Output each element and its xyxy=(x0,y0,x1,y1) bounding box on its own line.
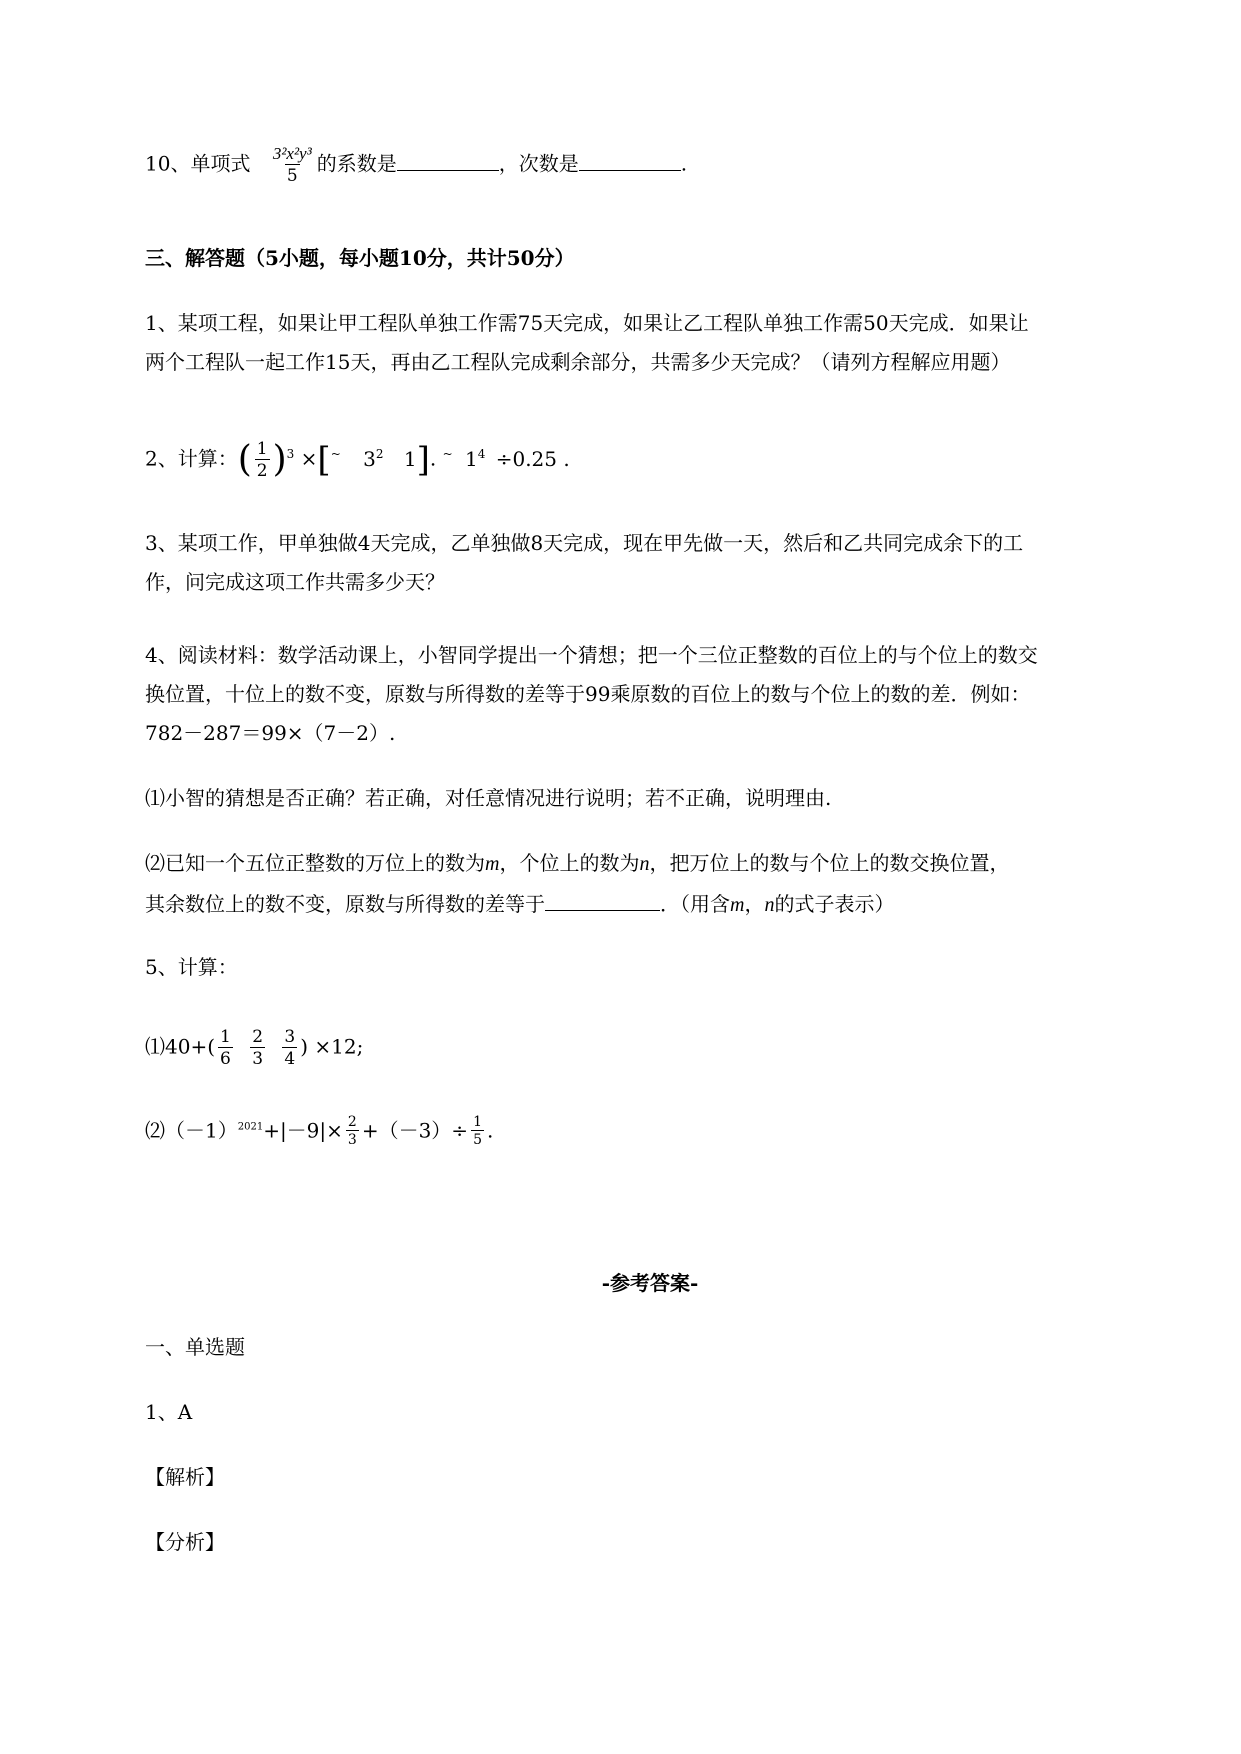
sub2-text-c: ，把万位上的数与个位上的数交换位置， xyxy=(649,851,1010,875)
g1-num: 2 xyxy=(347,1114,357,1130)
var-m-2: m xyxy=(730,894,745,916)
var-n-2: n xyxy=(764,894,775,916)
sub2-line2-b: ．（用含 xyxy=(660,892,730,916)
g2-num: 1 xyxy=(473,1114,482,1130)
answer-1: 1、A xyxy=(145,1400,193,1424)
sub2-text-b: ，个位上的数为 xyxy=(499,851,640,875)
one-2: 1 xyxy=(464,446,478,471)
exp-4: 4 xyxy=(477,447,486,462)
problem-1-line-1: 1、某项工程，如果让甲工程队单独工作需75天完成，如果让乙工程队单独工作需50天完成．如果让 xyxy=(145,311,1029,335)
p2-prefix: 2、计算： xyxy=(145,446,238,471)
q10-end: . xyxy=(680,151,688,176)
sub2-line2-a: 其余数位上的数不变，原数与所得数的差等于 xyxy=(145,892,545,916)
f1-num: 1 xyxy=(220,1027,231,1047)
open-bracket: [ xyxy=(317,440,331,481)
sub2-line2-d: 的式子表示） xyxy=(774,892,895,916)
problem-5-title: 5、计算： xyxy=(145,955,238,979)
p2-tail: ÷0.25 . xyxy=(495,446,570,471)
analysis-fenxi: 【分析】 xyxy=(145,1530,225,1554)
problem-5-sub-2 xyxy=(145,1115,493,1149)
problem-3-line-1: 3、某项工作，甲单独做4天完成，乙单独做8天完成，现在甲先做一天，然后和乙共同完成余下的工 xyxy=(145,531,1024,555)
monomial-numerator: 3²x²y³ xyxy=(272,144,312,163)
coef-label: 的系数是 xyxy=(316,151,397,176)
tilde-2: ~ xyxy=(442,447,453,462)
question-10 xyxy=(145,145,687,185)
exp-3: 3 xyxy=(286,447,295,462)
var-n: n xyxy=(639,853,650,875)
monomial-fraction xyxy=(271,145,314,185)
s2-exponent: 2021 xyxy=(237,1121,264,1133)
s1-suffix: ) ×12; xyxy=(300,1034,364,1059)
s2-end: . xyxy=(487,1118,494,1143)
dot-sep: . xyxy=(429,446,437,471)
difference-blank xyxy=(545,892,660,911)
problem-4-line-1: 4、阅读材料：数学活动课上，小智同学提出一个猜想；把一个三位正整数的百位上的与个位上的数交 xyxy=(145,643,1038,667)
coef-blank xyxy=(397,152,499,171)
answers-title: -参考答案- xyxy=(601,1271,699,1295)
times-sign: × xyxy=(300,446,318,471)
sub2-line2-c: ， xyxy=(744,892,765,916)
degree-blank xyxy=(579,152,681,171)
problem-4-sub-2-line-2 xyxy=(145,892,894,915)
degree-label: ，次数是 xyxy=(498,151,579,176)
var-m: m xyxy=(485,853,500,875)
frac-2-3 xyxy=(250,1028,265,1068)
close-paren: ) xyxy=(272,439,287,481)
problem-4-line-2: 换位置，十位上的数不变，原数与所得数的差等于99乘原数的百位上的数与个位上的数的差．例如： xyxy=(145,682,1031,706)
q10-prefix: 10、单项式 xyxy=(145,151,251,176)
f2-den: 3 xyxy=(252,1048,264,1069)
g2-den: 5 xyxy=(473,1132,482,1149)
f3-den: 4 xyxy=(284,1048,296,1069)
g1-den: 3 xyxy=(347,1132,357,1149)
frac-1-6 xyxy=(218,1028,233,1068)
problem-3-line-2: 作，问完成这项工作共需多少天？ xyxy=(145,570,445,594)
problem-2 xyxy=(145,440,570,480)
open-paren: ( xyxy=(237,439,252,481)
exp-2: 2 xyxy=(375,447,384,462)
frac-3-4 xyxy=(282,1028,297,1068)
analysis-jiexi: 【解析】 xyxy=(145,1465,225,1489)
monomial-denominator: 5 xyxy=(286,165,298,186)
problem-4-sub-2-line-1 xyxy=(145,853,1009,874)
half-num: 1 xyxy=(256,439,268,459)
f3-num: 3 xyxy=(284,1027,296,1047)
f1-den: 6 xyxy=(220,1048,231,1069)
half-den: 2 xyxy=(256,460,268,481)
answers-section-1: 一、单选题 xyxy=(145,1335,245,1359)
s1-prefix: ⑴40+( xyxy=(145,1034,216,1059)
one: 1 xyxy=(403,446,417,471)
problem-4-line-3: 782－287＝99×（7－2）. xyxy=(145,721,396,745)
frac-1-5 xyxy=(471,1115,484,1149)
s2-mid: +|－9|× xyxy=(263,1118,343,1143)
problem-1-line-2: 两个工程队一起工作15天，再由乙工程队完成剩余部分，共需多少天完成？（请列方程解应用题） xyxy=(145,350,1011,374)
half-fraction xyxy=(255,440,270,480)
section-3-title: 三、解答题（5小题，每小题10分，共计50分） xyxy=(145,246,575,270)
three: 3 xyxy=(363,446,376,471)
sub2-text-a: ⑵已知一个五位正整数的万位上的数为 xyxy=(145,851,485,875)
close-bracket: ] xyxy=(416,440,430,481)
frac-2-3-b xyxy=(346,1115,359,1149)
s2-mid2: +（－3）÷ xyxy=(361,1118,469,1143)
problem-5-sub-1 xyxy=(145,1028,363,1068)
problem-4-sub-1: ⑴小智的猜想是否正确？若正确，对任意情况进行说明；若不正确，说明理由. xyxy=(145,786,832,810)
tilde-1: ~ xyxy=(330,447,341,462)
s2-prefix: ⑵（－1） xyxy=(145,1118,238,1143)
f2-num: 2 xyxy=(252,1027,264,1047)
